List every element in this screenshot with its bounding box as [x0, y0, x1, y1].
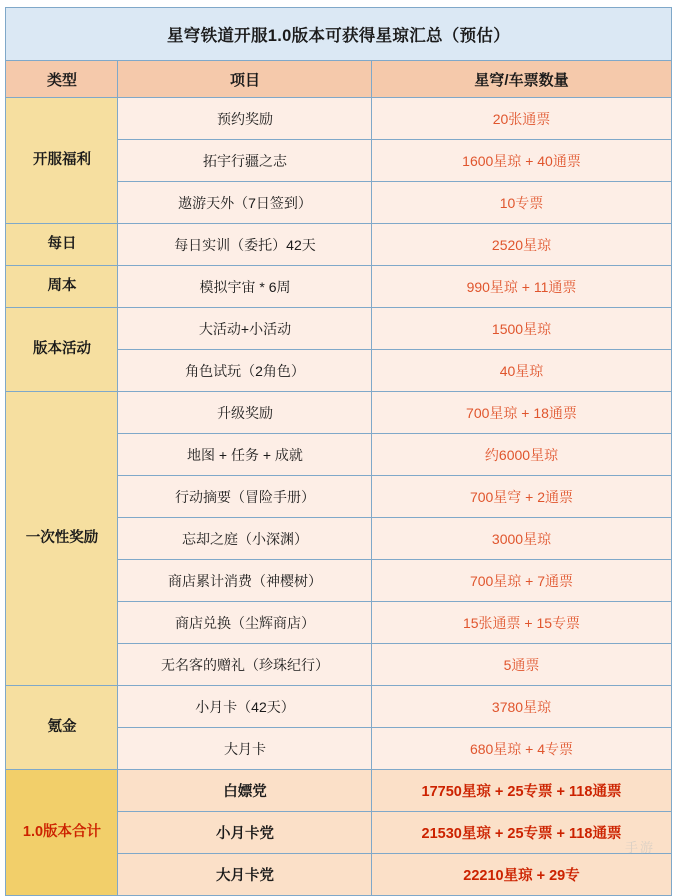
item-value: 15张通票 + 15专票	[372, 602, 671, 644]
total-item-value: 22210星琼 + 29专	[372, 854, 671, 896]
total-item-value: 21530星琼 + 25专票 + 118通票	[372, 812, 671, 854]
table-row	[6, 224, 671, 266]
item-label: 模拟宇宙 * 6周	[118, 266, 372, 308]
item-value: 700星穹 + 2通票	[372, 476, 671, 518]
table-row	[6, 686, 671, 728]
column-header-item: 项目	[118, 61, 372, 98]
item-value: 20张通票	[372, 98, 671, 140]
item-value: 3780星琼	[372, 686, 671, 728]
title-row	[6, 8, 671, 61]
item-label: 大活动+小活动	[118, 308, 372, 350]
item-value: 1500星琼	[372, 308, 671, 350]
item-label: 预约奖励	[118, 98, 372, 140]
column-header-amount: 星穹/车票数量	[372, 61, 671, 98]
item-label: 行动摘要（冒险手册）	[118, 476, 372, 518]
item-label: 忘却之庭（小深渊）	[118, 518, 372, 560]
total-category-label: 1.0版本合计	[6, 770, 118, 896]
watermark-text: 手游	[624, 840, 655, 855]
item-label: 大月卡	[118, 728, 372, 770]
total-item-label: 小月卡党	[118, 812, 372, 854]
item-value: 990星琼 + 11通票	[372, 266, 671, 308]
item-value: 680星琼 + 4专票	[372, 728, 671, 770]
category-label: 版本活动	[6, 308, 118, 392]
table-row	[6, 308, 671, 350]
table-row	[6, 392, 671, 434]
table-body	[6, 8, 671, 896]
item-value: 5通票	[372, 644, 671, 686]
total-item-value: 17750星琼 + 25专票 + 118通票	[372, 770, 671, 812]
item-value: 40星琼	[372, 350, 671, 392]
total-item-label: 白嫖党	[118, 770, 372, 812]
category-label: 一次性奖励	[6, 392, 118, 686]
item-label: 升级奖励	[118, 392, 372, 434]
table-row	[6, 266, 671, 308]
item-label: 拓宇行疆之志	[118, 140, 372, 182]
table-row	[6, 98, 671, 140]
item-value: 700星琼 + 7通票	[372, 560, 671, 602]
item-value: 10专票	[372, 182, 671, 224]
category-label: 开服福利	[6, 98, 118, 224]
item-label: 角色试玩（2角色）	[118, 350, 372, 392]
category-label: 每日	[6, 224, 118, 266]
table-page	[0, 7, 677, 884]
item-value: 2520星琼	[372, 224, 671, 266]
item-label: 商店兑换（尘辉商店）	[118, 602, 372, 644]
item-label: 每日实训（委托）42天	[118, 224, 372, 266]
item-value: 约6000星琼	[372, 434, 671, 476]
item-value: 3000星琼	[372, 518, 671, 560]
item-value: 1600星琼 + 40通票	[372, 140, 671, 182]
header-row	[6, 61, 671, 98]
category-label: 氪金	[6, 686, 118, 770]
item-label: 无名客的赠礼（珍珠纪行）	[118, 644, 372, 686]
total-row	[6, 770, 671, 812]
item-label: 遨游天外（7日签到）	[118, 182, 372, 224]
summary-table	[5, 7, 671, 896]
item-label: 小月卡（42天）	[118, 686, 372, 728]
category-label: 周本	[6, 266, 118, 308]
item-value: 700星琼 + 18通票	[372, 392, 671, 434]
column-header-type: 类型	[6, 61, 118, 98]
item-label: 商店累计消费（神樱树）	[118, 560, 372, 602]
page-title: 星穹铁道开服1.0版本可获得星琼汇总（预估）	[6, 8, 671, 61]
total-item-label: 大月卡党	[118, 854, 372, 896]
item-label: 地图 + 任务 + 成就	[118, 434, 372, 476]
